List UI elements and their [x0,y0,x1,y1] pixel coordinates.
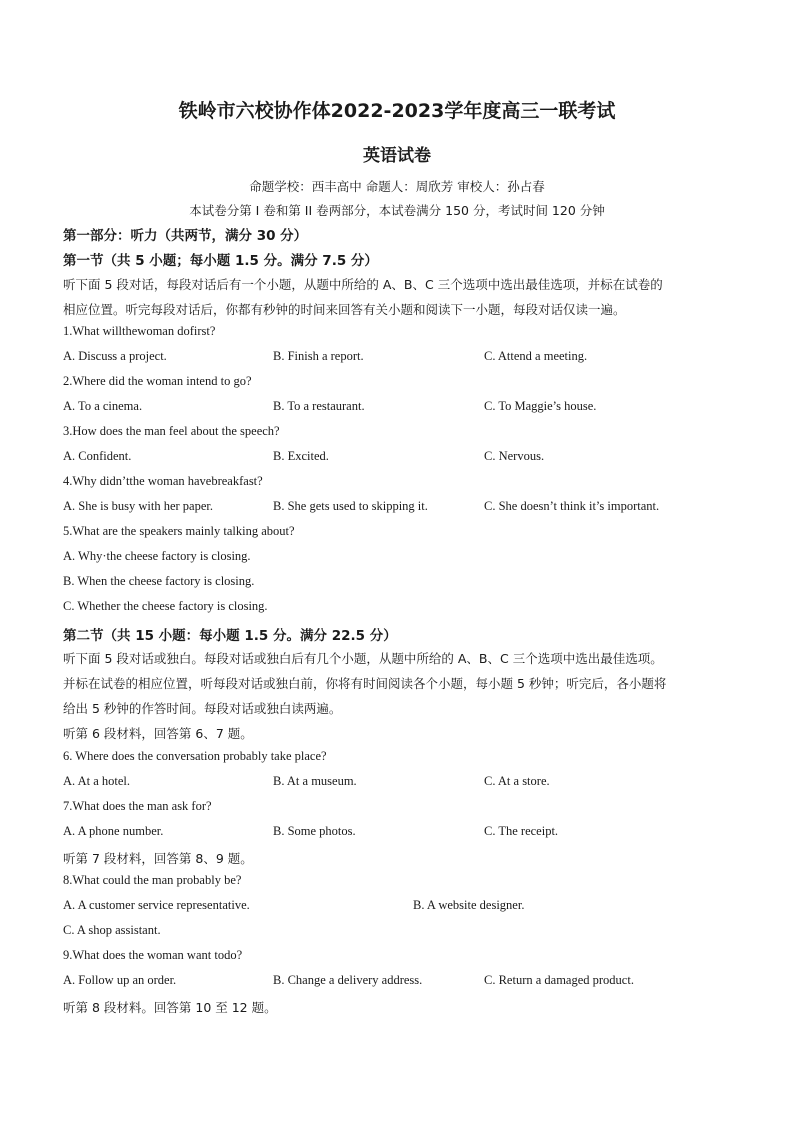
option-a: A. Discuss a project. [63,349,167,363]
option-a: A. A customer service representative. [63,898,250,912]
question-stem: 5.What are the speakers mainly talking about? [63,524,295,538]
option-c: C. She doesn’t think it’s important. [484,499,660,513]
question-stem: 1.What willthewoman dofirst? [63,324,216,338]
option-a: A. A phone number. [63,824,164,838]
option-a: A. Follow up an order. [63,973,177,987]
section1-instruction-2: 相应位置。听完每段对话后，你都有秒钟的时间来回答有关小题和阅读下一小题，每段对话仅读一遍。 [63,302,626,317]
section2-instruction-2: 并标在试卷的相应位置，听每段对话或独白前，你将有时间阅读各个小题，每小题 5 秒钟；听完后，各小题将 [63,676,667,691]
part1-heading: 第一部分：听力（共两节，满分 30 分） [63,228,308,244]
material-6-note: 听第 6 段材料，回答第 6、7 题。 [63,726,253,741]
question-stem: 3.How does the man feel about the speech? [63,424,280,438]
option-a: A. To a cinema. [63,399,143,413]
option-c: C. At a store. [484,774,550,788]
option-c: C. To Maggie’s house. [484,399,597,413]
option-b: B. She gets used to skipping it. [273,499,428,513]
option-b: B. To a restaurant. [273,399,365,413]
option-a: A. At a hotel. [63,774,131,788]
option-b: B. Excited. [273,449,329,463]
option-b: B. When the cheese factory is closing. [63,574,255,588]
question-stem: 8.What could the man probably be? [63,873,242,887]
exam-authors: 命题学校：西丰高中 命题人：周欣芳 审校人：孙占春 [249,179,545,194]
question-stem: 7.What does the man ask for? [63,799,212,813]
option-a: A. Confident. [63,449,132,463]
section1-instruction-1: 听下面 5 段对话，每段对话后有一个小题，从题中所给的 A、B、C 三个选项中选出最佳选项，并标在试卷的 [63,277,663,292]
option-a: A. Why·the cheese factory is closing. [63,549,251,563]
section2-instruction-1: 听下面 5 段对话或独白。每段对话或独白后有几个小题，从题中所给的 A、B、C 三个选项中选出最佳选项。 [63,651,663,666]
exam-info: 本试卷分第 I 卷和第 II 卷两部分，本试卷满分 150 分，考试时间 120 分钟 [189,203,605,218]
question-stem: 6. Where does the conversation probably take place? [63,749,327,763]
option-b: B. Finish a report. [273,349,364,363]
option-c: C. The receipt. [484,824,559,838]
material-7-note: 听第 7 段材料，回答第 8、9 题。 [63,851,253,866]
option-a: A. She is busy with her paper. [63,499,213,513]
section1-heading: 第一节（共 5 小题；每小题 1.5 分。满分 7.5 分） [63,253,378,269]
section2-heading: 第二节（共 15 小题：每小题 1.5 分。满分 22.5 分） [63,628,397,644]
option-c: C. A shop assistant. [63,923,161,937]
question-stem: 4.Why didn’tthe woman havebreakfast? [63,474,263,488]
option-c: C. Nervous. [484,449,545,463]
exam-subtitle: 英语试卷 [363,146,431,166]
option-b: B. A website designer. [413,898,525,912]
option-b: B. Some photos. [273,824,356,838]
option-c: C. Attend a meeting. [484,349,588,363]
exam-title: 铁岭市六校协作体2022-2023学年度高三一联考试 [178,100,616,122]
option-c: C. Whether the cheese factory is closing. [63,599,268,613]
option-b: B. At a museum. [273,774,357,788]
section2-instruction-3: 给出 5 秒钟的作答时间。每段对话或独白读两遍。 [63,701,342,716]
question-stem: 2.Where did the woman intend to go? [63,374,252,388]
question-stem: 9.What does the woman want todo? [63,948,243,962]
material-8-note: 听第 8 段材料。回答第 10 至 12 题。 [63,1000,277,1015]
option-c: C. Return a damaged product. [484,973,634,987]
option-b: B. Change a delivery address. [273,973,423,987]
